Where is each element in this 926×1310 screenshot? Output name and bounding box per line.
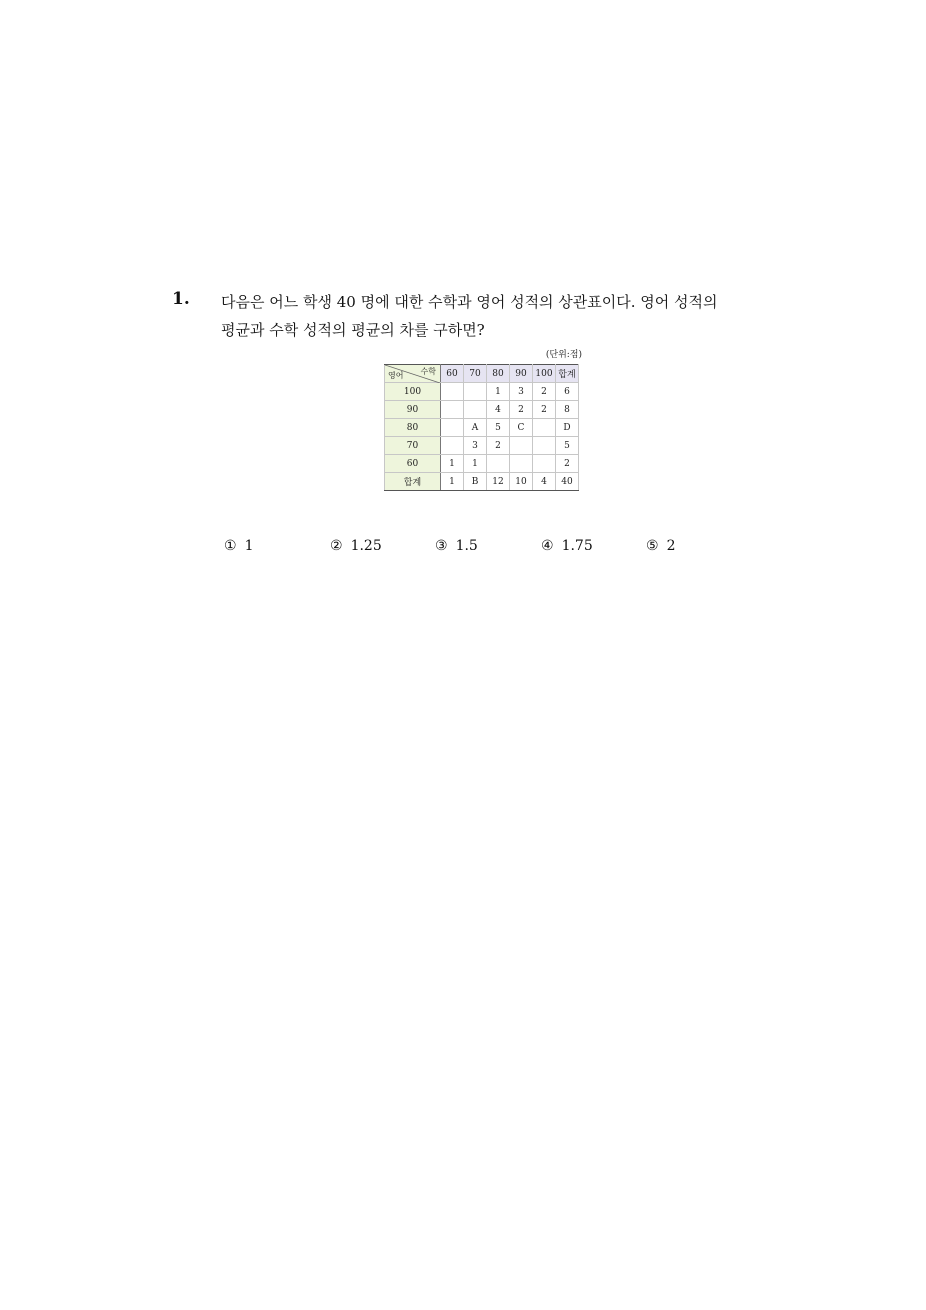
column-header: 100	[533, 365, 556, 383]
table-cell: 12	[487, 473, 510, 491]
table-cell: 6	[556, 383, 579, 401]
choice-1[interactable]	[224, 538, 253, 554]
choice-4[interactable]	[541, 538, 593, 554]
choice-marker: ⑤	[646, 538, 659, 554]
table-cell: 10	[510, 473, 533, 491]
correlation-table	[384, 364, 579, 491]
table-cell	[441, 383, 464, 401]
choice-marker: ①	[224, 538, 237, 554]
table-cell: 1	[464, 455, 487, 473]
table-row	[385, 383, 579, 401]
table-cell: B	[464, 473, 487, 491]
table-cell	[487, 455, 510, 473]
table-row	[385, 437, 579, 455]
row-header: 100	[385, 383, 441, 401]
column-header-total: 합계	[556, 365, 579, 383]
choice-value: 2	[666, 538, 676, 554]
answer-choices	[224, 538, 744, 560]
row-header: 90	[385, 401, 441, 419]
choice-value: 1.75	[561, 538, 593, 554]
question-line-1: 다음은 어느 학생 40 명에 대한 수학과 영어 성적의 상관표이다. 영어 성적의	[221, 293, 718, 311]
corner-english-label: 영어	[388, 371, 404, 380]
table-corner-cell	[385, 365, 441, 383]
table-cell: 2	[533, 401, 556, 419]
table-cell: 4	[487, 401, 510, 419]
table-row	[385, 419, 579, 437]
choice-2[interactable]	[330, 538, 382, 554]
table-cell	[510, 455, 533, 473]
row-header: 60	[385, 455, 441, 473]
table-cell	[464, 383, 487, 401]
table-cell: D	[556, 419, 579, 437]
table-cell	[441, 437, 464, 455]
table-cell: C	[510, 419, 533, 437]
table-cell	[533, 455, 556, 473]
choice-3[interactable]	[435, 538, 478, 554]
row-header: 80	[385, 419, 441, 437]
table-cell: 3	[510, 383, 533, 401]
choice-marker: ④	[541, 538, 554, 554]
question-number: 1.	[172, 289, 190, 309]
table-cell	[441, 401, 464, 419]
choice-5[interactable]	[646, 538, 675, 554]
table-row	[385, 455, 579, 473]
table-cell: 1	[441, 473, 464, 491]
row-header: 70	[385, 437, 441, 455]
table-cell	[464, 401, 487, 419]
question-text	[221, 288, 781, 344]
table-cell: 8	[556, 401, 579, 419]
table-total-row	[385, 473, 579, 491]
table-cell	[533, 419, 556, 437]
choice-value: 1.5	[455, 538, 478, 554]
table-cell	[533, 437, 556, 455]
table-cell: 2	[487, 437, 510, 455]
choice-value: 1.25	[350, 538, 382, 554]
table-cell: 1	[487, 383, 510, 401]
column-header: 60	[441, 365, 464, 383]
choice-marker: ②	[330, 538, 343, 554]
table-cell: 2	[533, 383, 556, 401]
table-cell	[510, 437, 533, 455]
question-line-2: 평균과 수학 성적의 평균의 차를 구하면?	[221, 321, 485, 339]
column-header: 90	[510, 365, 533, 383]
table-cell: 40	[556, 473, 579, 491]
table-row	[385, 401, 579, 419]
row-header-total: 합계	[385, 473, 441, 491]
table-cell: 1	[441, 455, 464, 473]
table-cell: 2	[556, 455, 579, 473]
table-unit-label: (단위:점)	[545, 350, 582, 360]
table-cell: 5	[487, 419, 510, 437]
table-cell: A	[464, 419, 487, 437]
choice-marker: ③	[435, 538, 448, 554]
choice-value: 1	[244, 538, 254, 554]
table-cell: 5	[556, 437, 579, 455]
table-cell: 3	[464, 437, 487, 455]
corner-math-label: 수학	[420, 367, 436, 376]
table-cell: 2	[510, 401, 533, 419]
table-header-row	[385, 365, 579, 383]
table-cell	[441, 419, 464, 437]
table-cell: 4	[533, 473, 556, 491]
column-header: 80	[487, 365, 510, 383]
column-header: 70	[464, 365, 487, 383]
